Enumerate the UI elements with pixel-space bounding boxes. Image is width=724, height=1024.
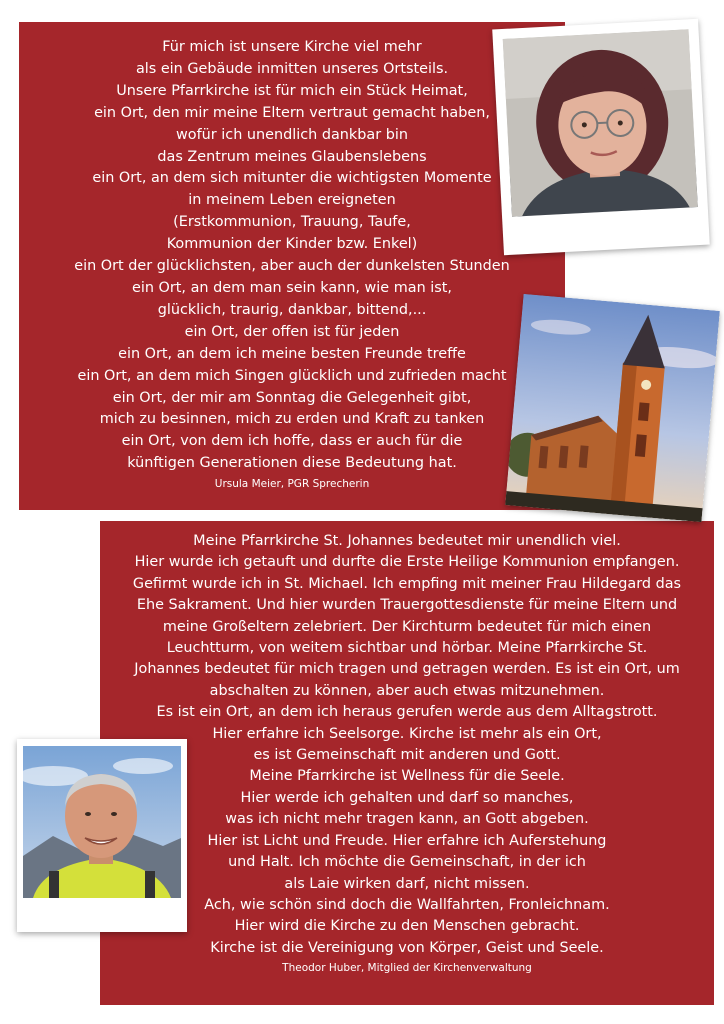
portrait-photo-theodor [17, 739, 187, 932]
text-line: in meinem Leben ereigneten [188, 192, 396, 209]
text-line: Gefirmt wurde ich in St. Michael. Ich empfing mit meiner Frau Hildegard das [132, 575, 682, 592]
woman-portrait-image [503, 29, 698, 216]
testimonial-text [19, 37, 565, 492]
testimonial-panel-theodor [100, 521, 714, 1005]
text-line: ein Ort der glücklichsten, aber auch der dunkelsten Stunden [74, 258, 510, 275]
text-line: ein Ort, der mir am Sonntag die Gelegenheit gibt, [112, 389, 472, 406]
text-line: Meine Pfarrkirche St. Johannes bedeutet mir unendlich viel. [193, 533, 621, 549]
text-line: glücklich, traurig, dankbar, bittend,... [157, 301, 427, 318]
text-line: als Laie wirken darf, nicht missen. [284, 875, 530, 892]
portrait-photo-ursula [492, 19, 710, 255]
text-line: Kommunion der Kinder bzw. Enkel) [166, 236, 418, 253]
text-line: künftigen Generationen diese Bedeutung hat. [127, 455, 457, 472]
text-line: ein Ort, der offen ist für jeden [184, 323, 400, 340]
text-line: ein Ort, an dem man sein kann, wie man ist, [132, 279, 452, 296]
text-line: Unsere Pfarrkirche ist für mich ein Stück Heimat, [116, 82, 468, 99]
text-line: abschalten zu können, aber auch etwas mitzunehmen. [209, 682, 605, 699]
text-line: (Erstkommunion, Trauung, Taufe, [173, 214, 411, 231]
text-line: Ehe Sakrament. Und hier wurden Trauergottesdienste für meine Eltern und [136, 597, 678, 614]
text-line: es ist Gemeinschaft mit anderen und Gott. [253, 747, 561, 764]
man-portrait-image [23, 746, 181, 898]
text-line: Hier wurde ich getauft und durfte die Erste Heilige Kommunion empfangen. [134, 554, 680, 571]
text-line: das Zentrum meines Glaubenslebens [157, 148, 427, 165]
text-line: Es ist ein Ort, an dem ich heraus gerufen werde aus dem Alltagstrott. [156, 704, 658, 721]
text-line: Leuchtturm, von weitem sichtbar und hörbar. Meine Pfarrkirche St. [166, 640, 648, 657]
text-line: Meine Pfarrkirche ist Wellness für die Seele. [249, 768, 565, 785]
signature-theodor: Theodor Huber, Mitglied der Kirchenverwaltung [282, 962, 532, 975]
text-line: Hier erfahre ich Seelsorge. Kirche ist mehr als ein Ort, [212, 725, 602, 742]
testimonial-text [100, 531, 714, 976]
text-line: Hier ist Licht und Freude. Hier erfahre ich Auferstehung [207, 832, 607, 849]
text-line: Ach, wie schön sind doch die Wallfahrten, Fronleichnam. [204, 896, 610, 913]
testimonial-panel-ursula [19, 22, 565, 510]
text-line: ein Ort, den mir meine Eltern vertraut gemacht haben, [94, 104, 490, 121]
text-line: was ich nicht mehr tragen kann, an Gott abgeben. [225, 811, 589, 828]
text-line: Kirche ist die Vereinigung von Körper, Geist und Seele. [210, 939, 604, 956]
signature-ursula: Ursula Meier, PGR Sprecherin [214, 478, 370, 491]
text-line: meine Großeltern zelebriert. Der Kirchturm bedeutet für mich einen [162, 618, 652, 635]
text-line: wofür ich unendlich dankbar bin [176, 126, 408, 143]
church-photo [505, 294, 720, 522]
text-line: Hier werde ich gehalten und darf so manches, [240, 789, 574, 806]
text-line: Johannes bedeutet für mich tragen und getragen werden. Es ist ein Ort, um [134, 661, 680, 678]
text-line: als ein Gebäude inmitten unseres Ortsteils. [135, 60, 449, 77]
text-line: Für mich ist unsere Kirche viel mehr [162, 39, 422, 55]
text-line: Hier wird die Kirche zu den Menschen gebracht. [234, 918, 580, 935]
text-line: ein Ort, an dem sich mitunter die wichtigsten Momente [92, 170, 492, 187]
text-line: mich zu besinnen, mich zu erden und Kraft zu tanken [99, 411, 485, 428]
text-line: ein Ort, an dem ich meine besten Freunde treffe [118, 345, 466, 362]
text-line: ein Ort, von dem ich hoffe, dass er auch für die [121, 433, 463, 450]
text-line: ein Ort, an dem mich Singen glücklich und zufrieden macht [77, 367, 507, 384]
text-line: und Halt. Ich möchte die Gemeinschaft, in der ich [228, 854, 586, 871]
